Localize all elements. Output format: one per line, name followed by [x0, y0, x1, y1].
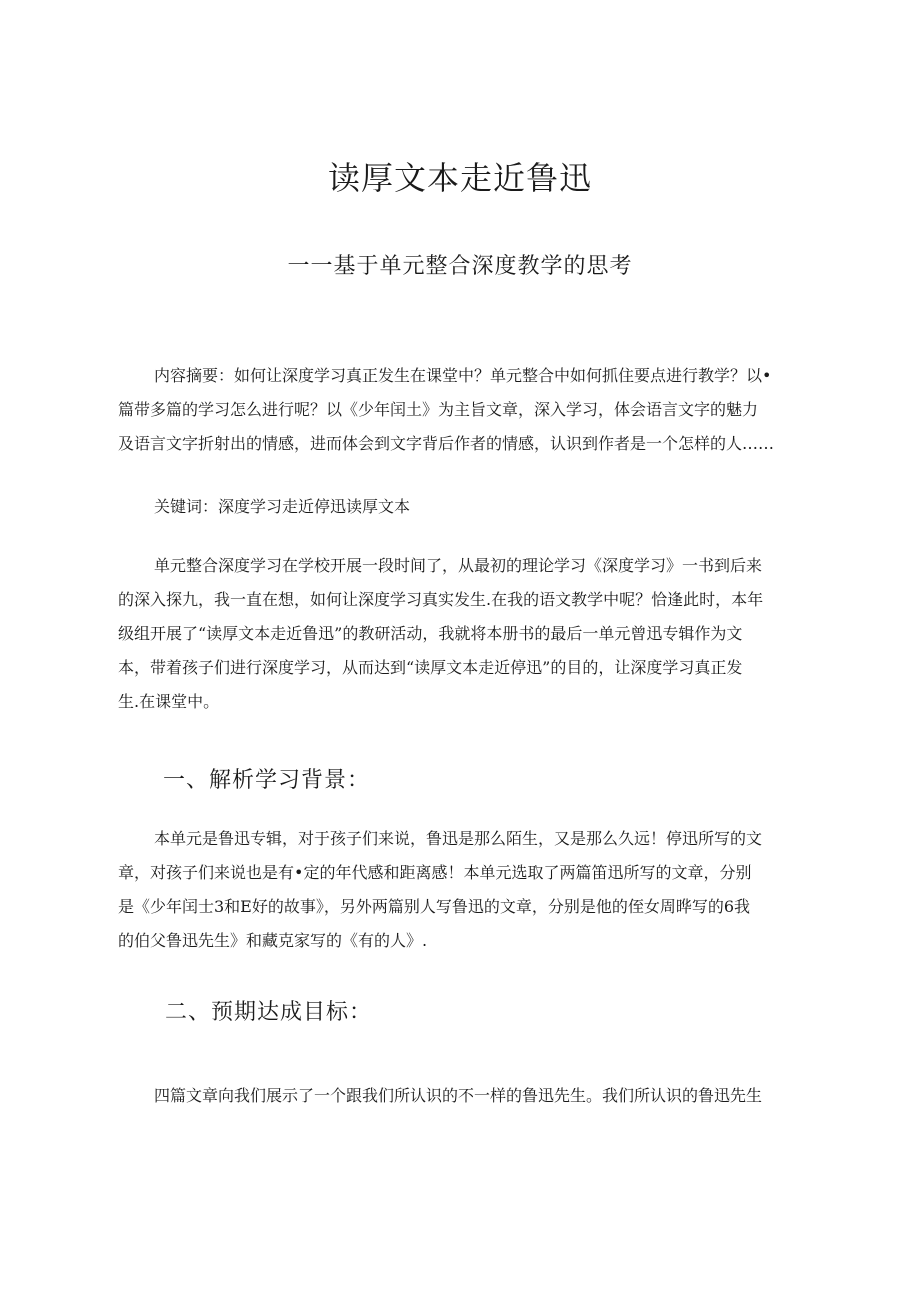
intro-line: 级组开展了“读厚文本走近鲁迅”的教研活动，我就将本册书的最后一单元曾迅专辑作为文 [118, 624, 743, 643]
intro-line: 单元整合深度学习在学校开展一段时间了，从最初的理论学习《深度学习》一书到后来 [154, 556, 763, 575]
section1-line: 的伯父鲁迅先生》和藏克家写的《有的人》. [118, 931, 428, 950]
abstract-paragraph [118, 359, 808, 461]
section2-heading: 二、预期达成目标： [165, 1000, 373, 1025]
document-subtitle: 一一基于单元整合深度教学的思考 [287, 254, 633, 279]
intro-line: 的深入探九，我一直在想，如何让深度学习真实发生.在我的语文教学中呢？恰逢此时，本年 [118, 590, 764, 609]
section1-line: 本单元是鲁迅专辑，对于孩子们来说，鲁迅是那么陌生，又是那么久远！停迅所写的文 [154, 829, 763, 848]
section1-line: 章，对孩子们来说也是有•定的年代感和距离感！本单元选取了两篇笛迅所写的文章，分别 [118, 863, 752, 882]
document-title: 读厚文本走近鲁迅 [327, 159, 592, 197]
section2-paragraph [118, 1079, 808, 1113]
abstract-line: 篇带多篇的学习怎么进行呢？以《少年闰土》为主旨文章，深入学习，体会语言文字的魅力 [118, 400, 759, 419]
section1-line: 是《少年闰士3和E好的故事》，另外两篇别人写鲁迅的文章，分别是他的侄女周晔写的6我 [118, 897, 751, 916]
intro-line: 生.在课堂中。 [118, 692, 220, 711]
intro-paragraph [118, 549, 808, 719]
section1-heading: 一、解析学习背景： [163, 768, 371, 793]
keywords-line: 关键词：深度学习走近停迅读厚文本 [154, 497, 411, 516]
abstract-line: 内容摘要：如何让深度学习真正发生在课堂中？单元整合中如何抓住要点进行教学？以• [154, 366, 772, 385]
abstract-line: 及语言文字折射出的情感，进而体会到文字背后作者的情感，认识到作者是一个怎样的人…… [118, 434, 775, 453]
section1-paragraph [118, 822, 808, 958]
keywords-paragraph [118, 490, 808, 524]
intro-line: 本，带着孩子们进行深度学习，从而达到“读厚文本走近停迅”的目的，让深度学习真正发 [118, 658, 743, 677]
section2-line: 四篇文章向我们展示了一个跟我们所认识的不一样的鲁迅先生。我们所认识的鲁迅先生 [154, 1086, 763, 1105]
